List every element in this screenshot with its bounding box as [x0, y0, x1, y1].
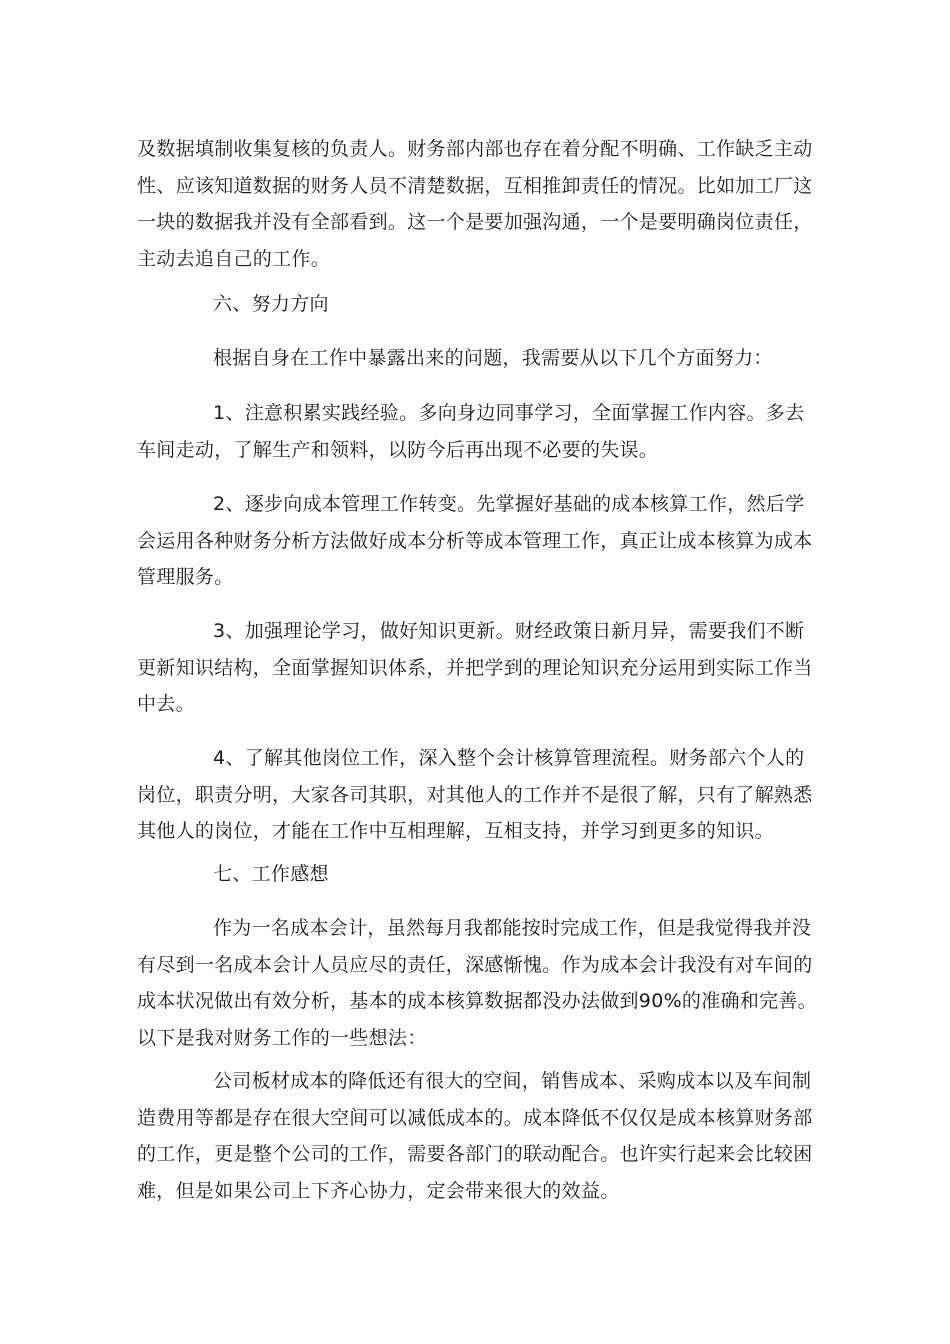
- text-line: 以下是我对财务工作的一些想法：: [137, 1026, 427, 1049]
- text-line: 一块的数据我并没有全部看到。这一个是要加强沟通，一个是要明确岗位责任，: [137, 211, 813, 233]
- text-line: 造费用等都是存在很大空间可以减低成本的。成本降低不仅仅是成本核算财务部: [137, 1106, 813, 1129]
- section-heading-6: [137, 286, 809, 323]
- text-line: 管理服务。: [137, 566, 234, 588]
- text-line: 岗位，职责分明，大家各司其职，对其他人的工作并不是很了解，只有了解熟悉: [137, 783, 813, 806]
- section-heading-7: [137, 856, 809, 893]
- paragraph-responsibility: [137, 131, 813, 277]
- text-line: 1、注意积累实践经验。多向身边同事学习，全面掌握工作内容。多去: [213, 402, 805, 424]
- text-line: 作为一名成本会计，虽然每月我都能按时完成工作，但是我觉得我并没: [213, 917, 812, 939]
- text-line: 3、加强理论学习，做好知识更新。财经政策日新月异，需要我们不断: [213, 620, 805, 642]
- text-line: 成本状况做出有效分析，基本的成本核算数据都没办法做到90%的准确和完善。: [137, 990, 818, 1012]
- text-line: 中去。: [137, 693, 195, 715]
- text-line: 主动去追自己的工作。: [137, 247, 331, 270]
- text-line: 更新知识结构，全面掌握知识体系，并把学到的理论知识充分运用到实际工作当: [137, 656, 813, 679]
- text-line: 公司板材成本的降低还有很大的空间，销售成本、采购成本以及车间制: [213, 1070, 812, 1092]
- text-line: 2、逐步向成本管理工作转变。先掌握好基础的成本核算工作，然后学: [213, 493, 805, 515]
- paragraph-cost-reduction: [137, 1063, 813, 1209]
- list-item-3: [137, 613, 813, 723]
- list-item-1: [137, 395, 809, 468]
- text-line: 及数据填制收集复核的负责人。财务部内部也存在着分配不明确、工作缺乏主动: [137, 138, 813, 160]
- text-line: 根据自身在工作中暴露出来的问题，我需要从以下几个方面努力：: [213, 347, 773, 369]
- heading-text: 七、工作感想: [213, 863, 329, 885]
- list-item-2: [137, 486, 813, 596]
- text-line: 性、应该知道数据的财务人员不清楚数据，互相推卸责任的情况。比如加工厂这: [137, 174, 813, 197]
- text-line: 会运用各种财务分析方法做好成本分析等成本管理工作，真正让成本核算为成本: [137, 529, 813, 552]
- text-line: 有尽到一名成本会计人员应尽的责任，深感惭愧。作为成本会计我没有对车间的: [137, 953, 813, 976]
- text-line: 车间走动，了解生产和领料，以防今后再出现不必要的失误。: [137, 438, 659, 461]
- paragraph-reflection: [137, 910, 818, 1056]
- list-item-4: [137, 740, 813, 850]
- paragraph-intro: [137, 340, 809, 377]
- text-line: 4、了解其他岗位工作，深入整个会计核算管理流程。财务部六个人的: [213, 747, 805, 769]
- text-line: 的工作，更是整个公司的工作，需要各部门的联动配合。也许实行起来会比较困: [137, 1143, 813, 1165]
- text-line: 难，但是如果公司上下齐心协力，定会带来很大的效益。: [137, 1179, 620, 1202]
- text-line: 其他人的岗位，才能在工作中互相理解，互相支持，并学习到更多的知识。: [137, 820, 774, 842]
- heading-text: 六、努力方向: [213, 293, 329, 315]
